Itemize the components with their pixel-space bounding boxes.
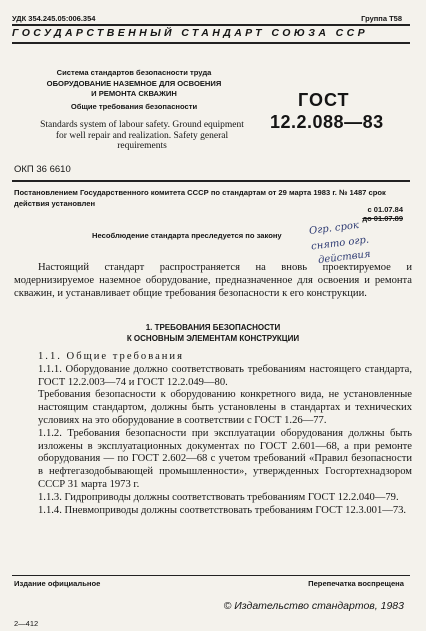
standard-title xyxy=(34,68,234,112)
clause-1-1-3: 1.1.3. Гидроприводы должны соответствовать требованиям ГОСТ 12.2.040—79. xyxy=(38,491,399,503)
section-heading-line-1: 1. ТРЕБОВАНИЯ БЕЗОПАСНОСТИ xyxy=(145,323,281,332)
title-line-1: ОБОРУДОВАНИЕ НАЗЕМНОЕ ДЛЯ ОСВОЕНИЯ xyxy=(46,78,222,88)
official-edition: Издание официальное xyxy=(14,579,101,588)
decree-text: Постановлением Государственного комитета СССР по стандартам от 29 марта 1983 г. № 1487 срок действия установлен xyxy=(14,188,386,208)
handwritten-note-line-1: Огр. срок xyxy=(308,219,360,238)
okp-code: ОКП 36 6610 xyxy=(14,164,71,175)
english-title-line-1: Standards system of labour safety. Ground equipment xyxy=(40,120,244,130)
violation-note: Несоблюдение стандарта преследуется по закону xyxy=(92,231,282,240)
title-subtitle: Общие требования безопасности xyxy=(70,101,198,111)
banner-rule xyxy=(12,42,410,44)
clause-1-1-2: 1.1.2. Требования безопасности при эксплуатации оборудования должны быть изложены в эксплуатационных документах по ГОСТ 2.601—68, а при ремонте оборудования — по ГОСТ 2.602—68 с учетом требований «Правил безопасности в нефтегазодобывающей промышленности», утвержденных Госгортехнадзором СССР 31 марта 1973 г. xyxy=(38,427,412,490)
reprint-notice: Перепечатка воспрещена xyxy=(308,579,404,588)
english-title-line-2: for well repair and realization. Safety general xyxy=(55,130,229,141)
intro-paragraph: Настоящий стандарт распространяется на вновь проектируемое и модернизируемое наземное оборудование, предназначенное для освоения и ремонта скважин, и устанавливает общие требования безопасности к его конструкции. xyxy=(14,262,412,299)
decree-rule xyxy=(12,180,410,182)
validity-dates xyxy=(362,205,403,223)
requirements-paragraph: Требования безопасности к оборудованию конкретного вида, не установленные настоящим стандартом, должны быть установлены в стандартах и технических условиях на это оборудование в соответствии с ГОСТ 1.26—77. xyxy=(38,389,412,426)
title-line-2: И РЕМОНТА СКВАЖИН xyxy=(91,89,177,98)
clause-1-1-1: 1.1.1. Оборудование должно соответствовать требованиям настоящего стандарта, ГОСТ 12.2.003—74 и ГОСТ 12.2.049—80. xyxy=(38,363,412,388)
copyright-notice: © Издательство стандартов, 1983 xyxy=(223,600,404,612)
handwritten-note-line-2: снято огр. xyxy=(310,234,370,253)
english-title xyxy=(14,120,270,152)
standard-banner: ГОСУДАРСТВЕННЫЙ СТАНДАРТ СОЮЗА ССР xyxy=(12,27,369,39)
footer-rule xyxy=(12,575,410,576)
handwritten-note-line-3: действия xyxy=(317,248,372,267)
section-heading-line-2: К ОСНОВНЫМ ЭЛЕМЕНТАМ КОНСТРУКЦИИ xyxy=(126,334,300,343)
system-name: Система стандартов безопасности труда xyxy=(56,68,212,77)
gost-label: ГОСТ xyxy=(298,90,350,110)
date-from: с 01.07.84 xyxy=(367,205,403,214)
udk-code: УДК 354.245.05:006.354 xyxy=(12,14,96,23)
english-title-line-3: requirements xyxy=(117,141,167,151)
section-heading xyxy=(14,322,412,344)
clause-1-1-4: 1.1.4. Пневмоприводы должны соответствовать требованиям ГОСТ 12.3.001—73. xyxy=(38,504,407,516)
page-code: 2—412 xyxy=(14,619,39,628)
section-body xyxy=(14,351,412,517)
group-code: Группа Т58 xyxy=(361,14,402,23)
top-rule xyxy=(12,24,410,26)
date-to: до 01.07.89 xyxy=(362,214,403,223)
gost-number: 12.2.088—83 xyxy=(270,112,384,132)
subsection-heading: 1.1. Общие требования xyxy=(38,351,184,362)
